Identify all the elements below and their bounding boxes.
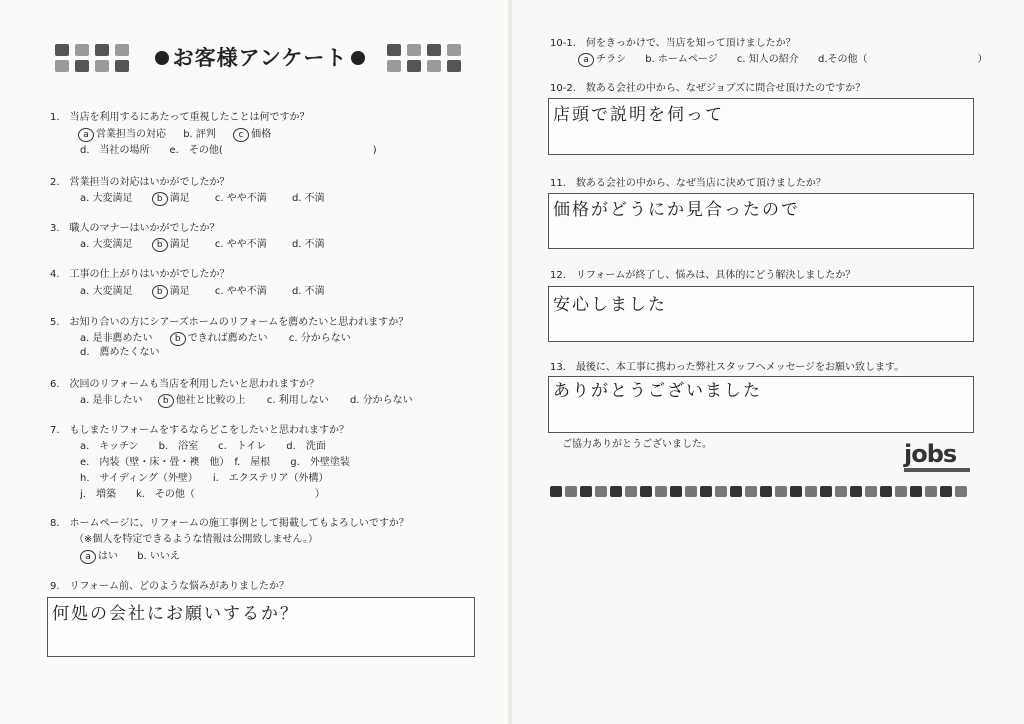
- block: [427, 60, 441, 72]
- selected-circle-b[interactable]: b: [152, 238, 168, 252]
- block: [75, 60, 89, 72]
- decorative-square: [670, 486, 682, 497]
- decorative-square: [610, 486, 622, 497]
- thanks-message: ご協力ありがとうございました。: [562, 439, 712, 450]
- decorative-square: [595, 486, 607, 497]
- q6-options: a. 是非したい b 他社と比較の上 c. 利用しない d. 分からない: [80, 395, 413, 406]
- title-row: [55, 42, 465, 76]
- jobs-logo: [904, 441, 970, 475]
- q10-2-question: 10-2. 数ある会社の中から、なぜジョブズに問合せ頂けたのですか？: [550, 83, 866, 94]
- decorative-square: [745, 486, 757, 497]
- page-title: お客様アンケート: [137, 44, 383, 72]
- block: [447, 60, 461, 72]
- q10-2-answer: 店頭で説明を伺って: [553, 105, 724, 125]
- q5-question: 5. お知り合いの方にシアーズホームのリフォームを薦めたいと思われますか？: [50, 317, 409, 328]
- q9-answer: 何処の会社にお願いするか？: [52, 604, 299, 624]
- q12-question: 12. リフォームが終了し、悩みは、具体的にどう解決しましたか？: [550, 270, 856, 281]
- q13-answer-box[interactable]: [548, 376, 974, 433]
- q1-options-line2: d. 当社の場所 e. その他( ): [80, 145, 377, 156]
- block: [387, 60, 401, 72]
- decorative-square: [910, 486, 922, 497]
- q7-options-line4: j. 増築 k. その他（ ）: [80, 489, 325, 500]
- decorative-square: [820, 486, 832, 497]
- decorative-square: [550, 486, 562, 497]
- q12-answer-box[interactable]: [548, 286, 974, 342]
- q4-options: a. 大変満足 b 満足 c. やや不満 d. 不満: [80, 286, 325, 297]
- q2-options: a. 大変満足 b 満足 c. やや不満 d. 不満: [80, 193, 325, 204]
- decorative-square: [805, 486, 817, 497]
- decorative-square: [955, 486, 967, 497]
- block: [387, 44, 401, 56]
- decorative-square: [790, 486, 802, 497]
- decorative-square: [865, 486, 877, 497]
- q10-1-options: a チラシ b. ホームページ c. 知人の紹介 d.その他（ ）: [578, 53, 988, 67]
- block: [75, 44, 89, 56]
- q5-options: a. 是非薦めたい b できれば薦めたい c. 分からない: [80, 333, 351, 344]
- q8-note: （※個人を特定できるような情報は公開致しません。）: [74, 534, 318, 545]
- decorative-square: [895, 486, 907, 497]
- q2-question: 2. 営業担当の対応はいかがでしたか？: [50, 177, 230, 188]
- q12-answer: 安心しました: [553, 295, 667, 315]
- decorative-square: [640, 486, 652, 497]
- decorative-square: [925, 486, 937, 497]
- block: [407, 44, 421, 56]
- q8-options: a はい b. いいえ: [80, 550, 180, 564]
- q13-answer: ありがとうございました: [553, 381, 762, 401]
- block: [55, 44, 69, 56]
- decorative-squares: [550, 486, 970, 499]
- block: [427, 44, 441, 56]
- q8-question: 8. ホームページに、リフォームの施工事例として掲載してもよろしいですか？: [50, 518, 409, 529]
- q5-options-line2: d. 薦めたくない: [80, 347, 160, 358]
- selected-circle-a[interactable]: a: [578, 53, 594, 67]
- decorative-square: [565, 486, 577, 497]
- decorative-square: [730, 486, 742, 497]
- q10-2-answer-box[interactable]: [548, 98, 974, 155]
- q7-options-line3: h. サイディング（外壁） i. エクステリア（外構）: [80, 473, 329, 484]
- q11-answer-box[interactable]: [548, 193, 974, 249]
- decorative-square: [655, 486, 667, 497]
- decorative-square: [685, 486, 697, 497]
- q9-question: 9. リフォーム前、どのような悩みがありましたか？: [50, 581, 290, 592]
- selected-circle-a[interactable]: a: [78, 128, 94, 142]
- q13-question: 13. 最後に、本工事に携わった弊社スタッフへメッセージをお願い致します。: [550, 362, 905, 373]
- q7-question: 7. もしまたリフォームをするならどこをしたいと思われますか？: [50, 425, 350, 436]
- block: [407, 60, 421, 72]
- decorative-square: [850, 486, 862, 497]
- selected-circle-b[interactable]: b: [152, 285, 168, 299]
- q3-options: a. 大変満足 b 満足 c. やや不満 d. 不満: [80, 239, 325, 250]
- q4-question: 4. 工事の仕上がりはいかがでしたか？: [50, 269, 230, 280]
- q9-answer-box[interactable]: [47, 597, 475, 657]
- q11-question: 11. 数ある会社の中から、なぜ当店に決めて頂けましたか？: [550, 178, 826, 189]
- decorative-square: [715, 486, 727, 497]
- logo-underline: [904, 468, 970, 472]
- selected-circle-a[interactable]: a: [80, 550, 96, 564]
- q7-options-line2: e. 内装（壁・床・畳・襖 他） f. 屋根 g. 外壁塗装: [80, 457, 350, 468]
- decorative-square: [835, 486, 847, 497]
- q1-question: 1. 当店を利用するにあたって重視したことは何ですか？: [50, 112, 310, 123]
- decorative-square: [940, 486, 952, 497]
- decorative-square: [700, 486, 712, 497]
- block: [55, 60, 69, 72]
- bullet-dot-icon: [155, 51, 169, 65]
- selected-circle-b[interactable]: b: [152, 192, 168, 206]
- decorative-square: [775, 486, 787, 497]
- block: [115, 60, 129, 72]
- logo-text: jobs: [904, 440, 957, 468]
- q11-answer: 価格がどうにか見合ったので: [553, 200, 800, 220]
- block: [95, 44, 109, 56]
- q6-question: 6. 次回のリフォームも当店を利用したいと思われますか？: [50, 379, 320, 390]
- q1-options: a 営業担当の対応 b. 評判 c 価格: [78, 128, 271, 142]
- decorative-square: [880, 486, 892, 497]
- selected-circle-b[interactable]: b: [170, 332, 186, 346]
- q3-question: 3. 職人のマナーはいかがでしたか？: [50, 223, 220, 234]
- block: [115, 44, 129, 56]
- q10-1-question: 10-1. 何をきっかけで、当店を知って頂けましたか？: [550, 38, 796, 49]
- block: [447, 44, 461, 56]
- selected-circle-c[interactable]: c: [233, 128, 249, 142]
- q7-options-line1: a. キッチン b. 浴室 c. トイレ d. 洗面: [80, 441, 326, 452]
- title-blocks-right: [387, 42, 465, 76]
- block: [95, 60, 109, 72]
- bullet-dot-icon: [351, 51, 365, 65]
- title-blocks-left: [55, 42, 133, 76]
- selected-circle-b[interactable]: b: [158, 394, 174, 408]
- decorative-square: [580, 486, 592, 497]
- decorative-square: [625, 486, 637, 497]
- decorative-square: [760, 486, 772, 497]
